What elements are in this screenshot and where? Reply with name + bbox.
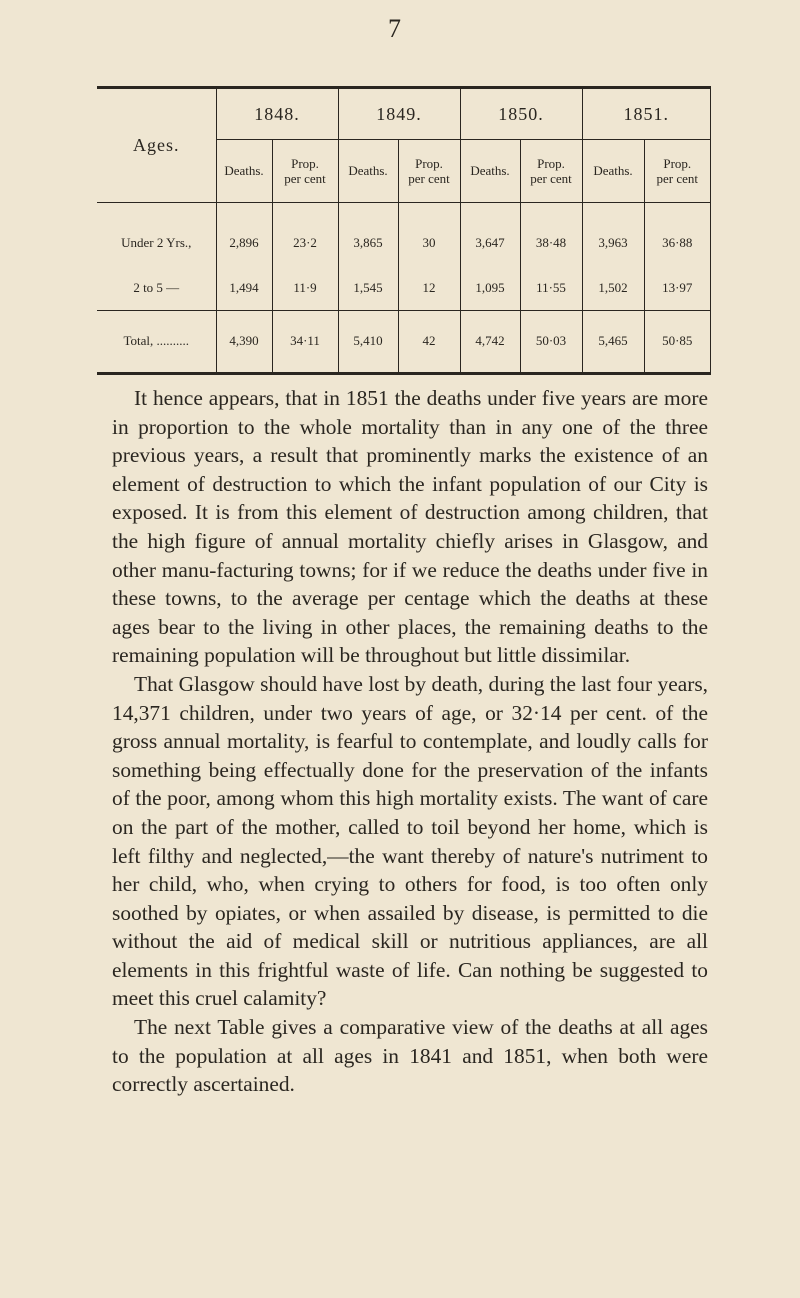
table-row <box>97 266 710 310</box>
table-cell: 3,865 <box>338 202 398 266</box>
ages-header: Ages. <box>97 89 216 202</box>
table-cell: 1,494 <box>216 266 272 310</box>
table-cell: 1,502 <box>582 266 644 310</box>
table-cell: 3,647 <box>460 202 520 266</box>
paragraph: It hence appears, that in 1851 the deaths under five years are more in proportion to the whole mortality than in any one of the three previous years, a result that prominently marks the existence of an element of destruction to which the infant population of our City is exposed. It is from this element of destruction among children, that the high figure of annual mortality chiefly arises in Glasgow, and other manu-facturing towns; for if we reduce the deaths under five in these towns, to the average per centage which the deaths at these ages bear to the living in other places, the remaining deaths to the remaining population will be throughout but little dissimilar. <box>112 386 708 668</box>
table-cell: 11·9 <box>272 266 338 310</box>
table-cell: 5,465 <box>582 310 644 372</box>
table-cell: 4,742 <box>460 310 520 372</box>
prop-header: Prop. per cent <box>272 140 338 203</box>
table-cell: 50·03 <box>520 310 582 372</box>
table-cell: 30 <box>398 202 460 266</box>
prop-header: Prop. per cent <box>398 140 460 203</box>
paragraph: That Glasgow should have lost by death, during the last four years, 14,371 children, under two years of age, or 32·14 per cent. of the gross annual mortality, is fearful to contemplate, and loudly calls for something being effectually done for the preservation of the infants of the poor, among whom this high mortality exists. The want of care on the part of the mother, called to toil beyond her home, which is left filthy and neglected,—the want thereby of nature's nutriment to her child, who, when crying to others for food, is too often only soothed by opiates, or when assailed by disease, is permitted to die without the aid of medical skill or nutritious appliances, are all elements in this frightful waste of life. Can nothing be suggested to meet this cruel calamity? <box>112 671 708 1011</box>
table-cell: 13·97 <box>644 266 710 310</box>
table-cell: 4,390 <box>216 310 272 372</box>
row-label: 2 to 5 — <box>133 279 180 295</box>
year-header: 1848. <box>216 89 338 140</box>
mortality-table <box>97 86 711 375</box>
table-cell: 5,410 <box>338 310 398 372</box>
table-cell: 11·55 <box>520 266 582 310</box>
table-cell: 50·85 <box>644 310 710 372</box>
table-cell: 3,963 <box>582 202 644 266</box>
deaths-header: Deaths. <box>338 140 398 203</box>
table-cell: 12 <box>398 266 460 310</box>
year-header: 1849. <box>338 89 460 140</box>
total-row <box>97 310 710 372</box>
table-row <box>97 202 710 266</box>
table-cell: 1,545 <box>338 266 398 310</box>
table-cell: 38·48 <box>520 202 582 266</box>
prop-header: Prop. per cent <box>520 140 582 203</box>
table-cell: 36·88 <box>644 202 710 266</box>
total-label: Total, .......... <box>97 310 216 372</box>
paragraph: The next Table gives a comparative view of the deaths at all ages to the population at all ages in 1841 and 1851, when both were correctly ascertained. <box>112 1015 708 1097</box>
deaths-header: Deaths. <box>216 140 272 203</box>
deaths-header: Deaths. <box>582 140 644 203</box>
body-text <box>112 384 708 1099</box>
table-cell: 2,896 <box>216 202 272 266</box>
prop-header: Prop. per cent <box>644 140 710 203</box>
year-header: 1850. <box>460 89 582 140</box>
table-cell: 23·2 <box>272 202 338 266</box>
table-cell: 34·11 <box>272 310 338 372</box>
year-header: 1851. <box>582 89 710 140</box>
table-cell: 42 <box>398 310 460 372</box>
deaths-header: Deaths. <box>460 140 520 203</box>
table-cell: 1,095 <box>460 266 520 310</box>
row-label: Under 2 Yrs., <box>121 235 192 251</box>
page-number: 7 <box>388 14 401 43</box>
